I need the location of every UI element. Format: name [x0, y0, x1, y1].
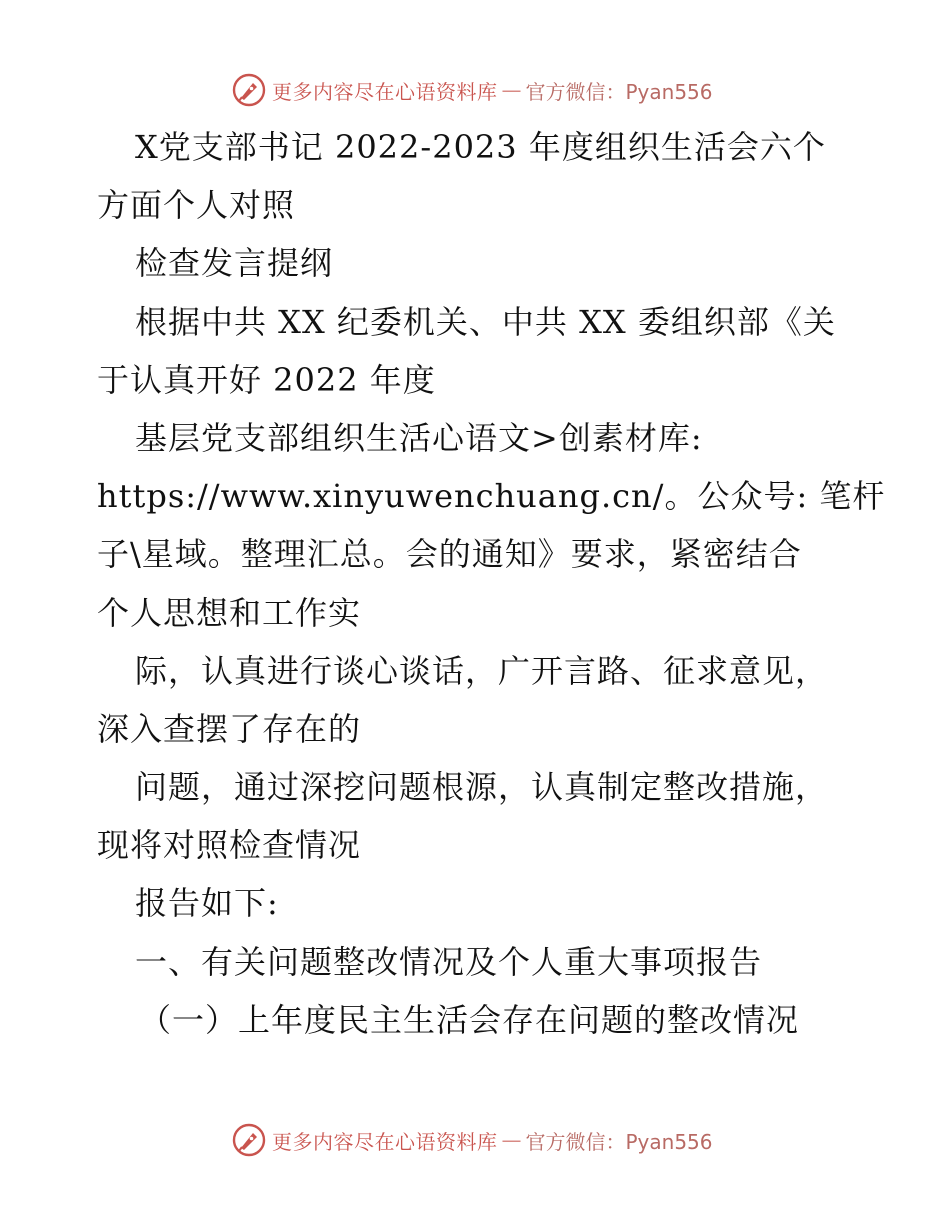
- watermark-separator: —: [501, 78, 522, 102]
- watermark-footer: [232, 1122, 713, 1158]
- paragraph-line: 于认真开好 2022 年度: [97, 360, 436, 399]
- subsection-heading: （一）上年度民主生活会存在问题的整改情况: [139, 1000, 800, 1039]
- document-body: [97, 118, 886, 1049]
- watermark-main-text: 更多内容尽在心语资料库: [272, 79, 498, 104]
- paragraph-line: 根据中共 XX 纪委机关、中共 XX 委组织部《关: [135, 302, 836, 341]
- watermark-wechat-text: 官方微信：Pyan556: [525, 1129, 713, 1154]
- pen-nib-logo-icon: [232, 73, 266, 107]
- watermark-header: [232, 72, 713, 108]
- paragraph-line: 报告如下:: [135, 884, 279, 923]
- paragraph-line: 现将对照检查情况: [97, 826, 362, 865]
- paragraph-line: 子\星域。整理汇总。会的通知》要求，紧密结合: [97, 535, 802, 574]
- title-line-2: 方面个人对照: [97, 186, 296, 225]
- section-heading: 一、有关问题整改情况及个人重大事项报告: [135, 942, 763, 981]
- paragraph-line: 基层党支部组织生活心语文>创素材库:: [135, 418, 703, 457]
- paragraph-line: https://www.xinyuwenchuang.cn/。公众号: 笔杆: [97, 477, 886, 516]
- paragraph-line: 深入查摆了存在的: [97, 709, 362, 748]
- paragraph-line: 问题，通过深挖问题根源，认真制定整改措施，: [135, 768, 829, 807]
- paragraph-line: 际，认真进行谈心谈话，广开言路、征求意见，: [135, 651, 829, 690]
- title-line-3: 检查发言提纲: [135, 244, 334, 283]
- title-line-1: X党支部书记 2022-2023 年度组织生活会六个: [135, 128, 826, 166]
- watermark-wechat-text: 官方微信：Pyan556: [525, 79, 713, 104]
- watermark-separator: —: [501, 1128, 522, 1152]
- paragraph-line: 个人思想和工作实: [97, 593, 362, 632]
- pen-nib-logo-icon: [232, 1123, 266, 1157]
- watermark-main-text: 更多内容尽在心语资料库: [272, 1129, 498, 1154]
